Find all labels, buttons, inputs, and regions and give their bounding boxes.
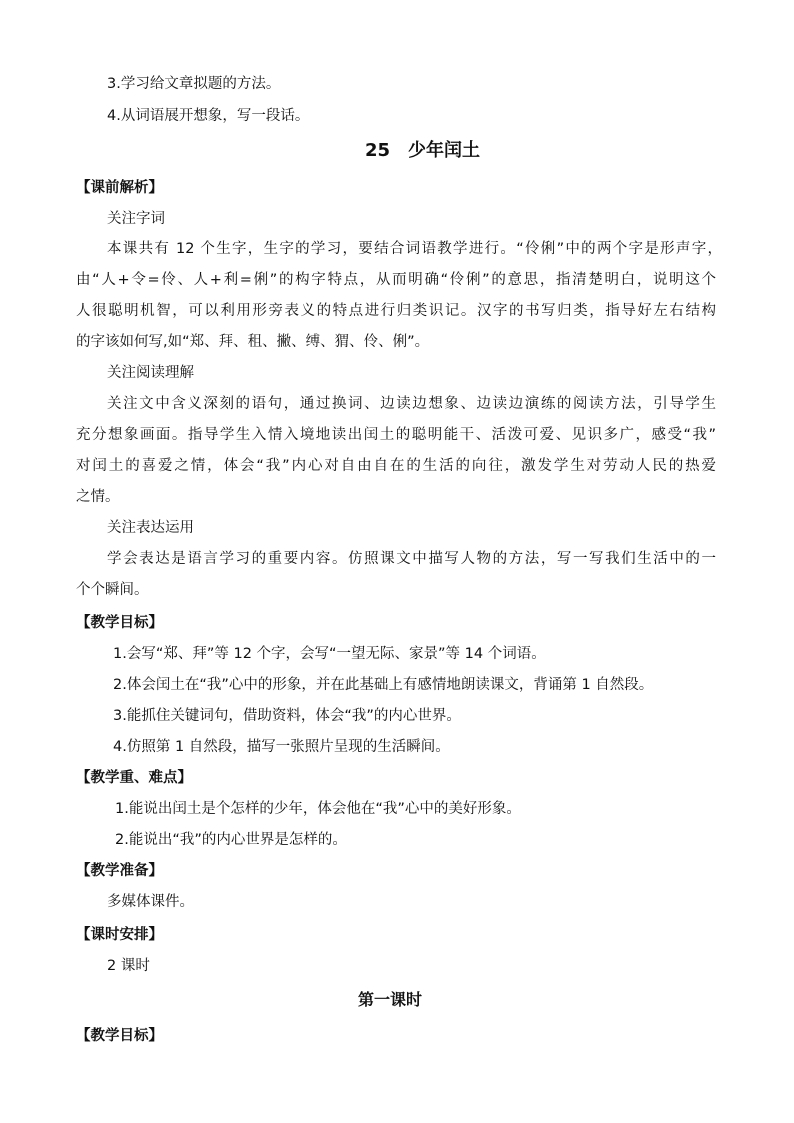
first-lesson-goals-heading: 【教学目标】: [76, 1028, 163, 1044]
focus-words-line: 本课共有 12 个生字，生字的学习，要结合词语教学进行。“伶俐”中的两个字是形声字，: [107, 241, 722, 257]
focus-reading-line: 关注文中含义深刻的语句，通过换词、边读边想象、边读边演练的阅读方法，引导学生: [107, 396, 716, 412]
preparation-heading: 【教学准备】: [76, 863, 163, 879]
schedule-text: 2 课时: [107, 958, 150, 974]
schedule-heading: 【课时安排】: [76, 927, 163, 943]
focus-words-line: 的字该如何写,如“郑、拜、租、撇、缚、猬、伶、俐”。: [76, 334, 430, 350]
focus-reading-label: 关注阅读理解: [107, 365, 194, 381]
goal-item: 3.能抓住关键词句，借助资料，体会“我”的内心世界。: [113, 708, 461, 724]
goals-heading: 【教学目标】: [76, 615, 163, 631]
focus-reading-line: 对闰土的喜爱之情，体会“我”内心对自由自在的生活的向往，激发学生对劳动人民的热爱: [76, 458, 716, 474]
pre-analysis-heading: 【课前解析】: [76, 180, 163, 196]
focus-expression-line: 个个瞬间。: [76, 582, 149, 598]
lesson-title: 25 少年闰土: [365, 140, 481, 161]
goal-item: 2.体会闰土在“我”心中的形象，并在此基础上有感情地朗读课文，背诵第 1 自然段。: [113, 677, 654, 693]
objective-item-4: 4.从词语展开想象，写一段话。: [107, 108, 310, 124]
focus-words-label: 关注字词: [107, 211, 165, 227]
goal-item: 1.会写“郑、拜”等 12 个字，会写“一望无际、家景”等 14 个词语。: [113, 646, 546, 662]
focus-words-line: 由“人+令=伶、人+利=俐”的构字特点，从而明确“伶俐”的意思，指清楚明白，说明这个: [76, 272, 716, 288]
focus-reading-line: 充分想象画面。指导学生入情入境地读出闰土的聪明能干、活泼可爱、见识多广，感受“我”: [76, 427, 716, 443]
focus-reading-line: 之情。: [76, 489, 120, 505]
preparation-text: 多媒体课件。: [107, 894, 194, 910]
goal-item: 4.仿照第 1 自然段，描写一张照片呈现的生活瞬间。: [113, 739, 450, 755]
focus-expression-line: 学会表达是语言学习的重要内容。仿照课文中描写人物的方法，写一写我们生活中的一: [107, 551, 716, 567]
objective-item-3: 3.学习给文章拟题的方法。: [107, 76, 281, 92]
focus-words-line: 人很聪明机智，可以利用形旁表义的特点进行归类识记。汉字的书写归类，指导好左右结构: [76, 303, 716, 319]
focus-expression-label: 关注表达运用: [107, 520, 194, 536]
key-point-item: 2.能说出“我”的内心世界是怎样的。: [115, 832, 347, 848]
first-lesson-title: 第一课时: [358, 990, 423, 1009]
key-point-item: 1.能说出闰土是个怎样的少年，体会他在“我”心中的美好形象。: [115, 801, 521, 817]
key-points-heading: 【教学重、难点】: [76, 770, 192, 786]
